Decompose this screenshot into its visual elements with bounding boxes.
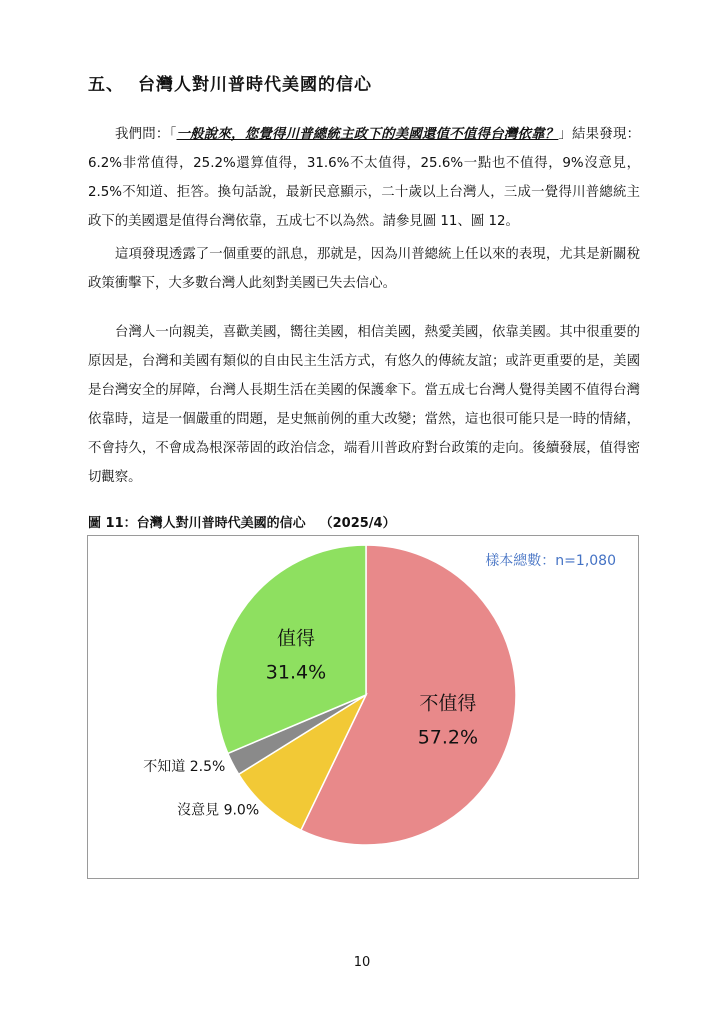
sample-size-annotation: 樣本總數：n=1,080 [485,553,616,569]
slice-label-value-0: 57.2% [417,726,479,749]
paragraph-3: 台灣人一向親美，喜歡美國，嚮往美國，相信美國，熱愛美國，依靠美國。其中很重要的原因是，台灣和美國有類似的自由民主生活方式，有悠久的傳統友誼；或許更重要的是，美國是台灣安全的屏障，台灣人長期生活在美國的保護傘下。當五成七台灣人覺得美國不值得台灣依靠時，這是一個嚴重的問題，是史無前例的重大改變；當然，這也很可能只是一時的情緒，不會持久，不會成為根深蒂固的政治信念，端看川普政府對台政策的走向。後續發展，值得密切觀察。 [88,325,640,485]
paragraph-2: 這項發現透露了一個重要的訊息，那就是，因為川普總統上任以來的表現，尤其是新關稅政策衝擊下，大多數台灣人此刻對美國已失去信心。 [88,247,640,291]
slice-label-name-0: 不值得 [419,692,477,715]
section-number: 五、 [88,75,124,95]
section-heading [88,70,648,95]
page-number: 10 [353,955,371,970]
slice-label-outside-2: 不知道 2.5% [143,758,226,775]
survey-question: 一般說來，您覺得川普總統主政下的美國還值不值得台灣依靠？ [176,127,559,142]
figure-title: 圖 11：台灣人對川普時代美國的信心 [88,516,306,531]
pie-chart-frame [87,535,639,879]
paragraph-1 [88,120,640,236]
figure-date: （2025/4） [319,516,396,531]
figure-caption [88,512,396,531]
slice-label-name-3: 值得 [276,627,315,650]
p1-prefix: 我們問：「 [115,127,177,142]
slice-label-outside-1: 沒意見 9.0% [177,802,260,819]
slice-label-value-3: 31.4% [265,661,327,684]
p1-results: 」結果發現：6.2%非常值得，25.2%還算值得，31.6%不太值得，25.6%一點也不值得，9%沒意見，2.5%不知道、拒答。換句話說，最新民意顯示，二十歲以上台灣人，三成一覺得川普總統主政下的美國還是值得台灣依靠，五成七不以為然。請參見圖 11、圖 12。 [88,127,640,229]
section-title: 台灣人對川普時代美國的信心 [138,75,372,95]
pie-chart [88,536,640,880]
